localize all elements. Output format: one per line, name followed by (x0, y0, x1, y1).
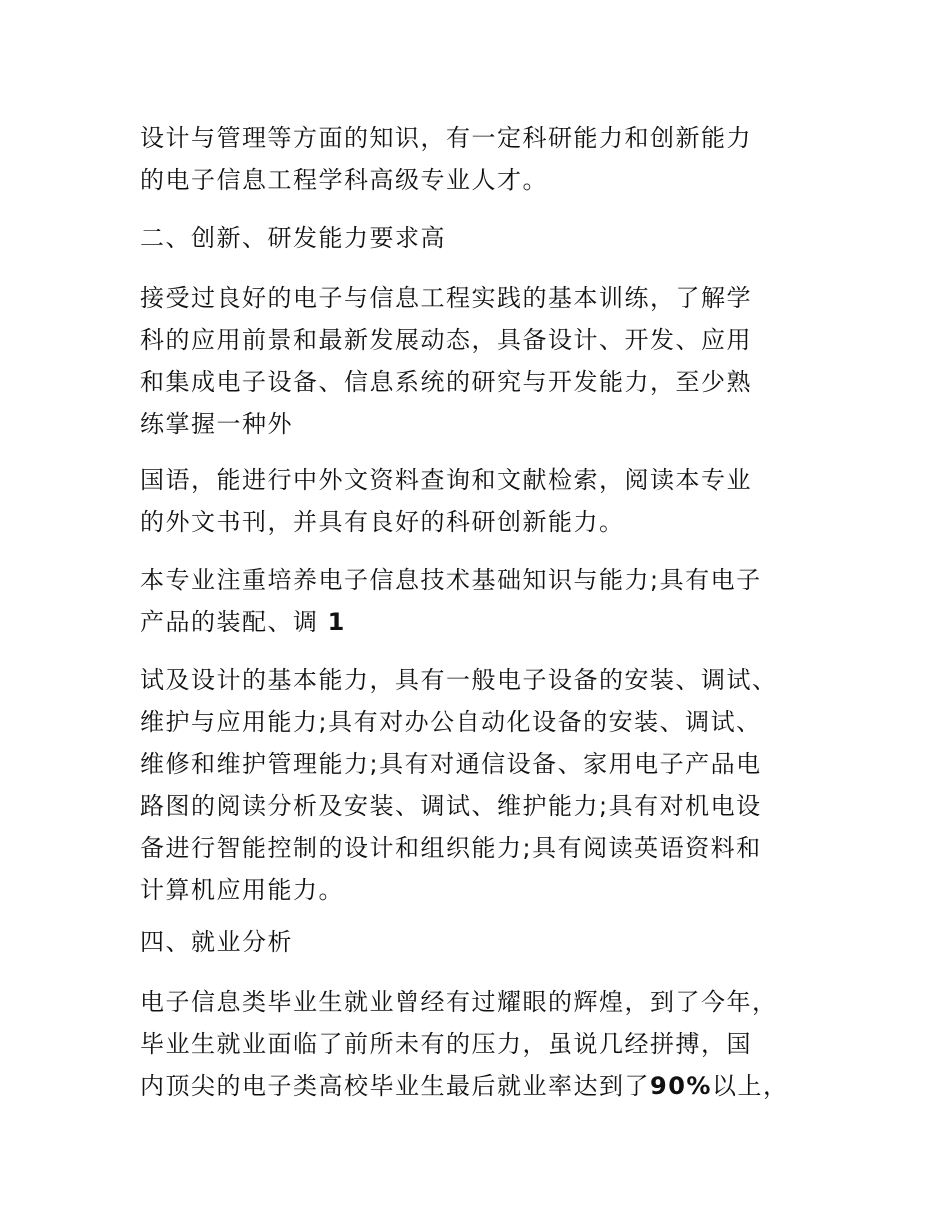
text-fragment: 以上， (711, 1072, 789, 1100)
text-line: 毕业生就业面临了前所未有的压力，虽说几经拼搏，国 (140, 1030, 752, 1058)
text-line: 维修和维护管理能力;具有对通信设备、家用电子产品电 (140, 750, 762, 778)
text-line: 本专业注重培养电子信息技术基础知识与能力;具有电子 (140, 566, 762, 594)
text-line: 路图的阅读分析及安装、调试、维护能力;具有对机电设 (140, 792, 762, 820)
text-line (140, 601, 830, 643)
text-line: 设计与管理等方面的知识，有一定科研能力和创新能力 (140, 124, 752, 152)
text-line: 的外文书刊，并具有良好的科研创新能力。 (140, 508, 625, 536)
text-line: 练掌握一种外 (140, 410, 293, 438)
text-line: 计算机应用能力。 (140, 876, 344, 904)
paragraph-employment (140, 981, 830, 1107)
text-fragment: 产品的装配、调 (140, 608, 319, 636)
text-line: 备进行智能控制的设计和组织能力;具有阅读英语资料和 (140, 834, 762, 862)
page-number: 1 (327, 608, 346, 636)
text-line: 科的应用前景和最新发展动态，具备设计、开发、应用 (140, 326, 752, 354)
section-heading-innovation (140, 217, 830, 259)
text-fragment: 内顶尖的电子类高校毕业生最后就业率达到了 (140, 1072, 650, 1100)
text-line: 试及设计的基本能力，具有一般电子设备的安装、调试、 (140, 666, 778, 694)
employment-rate: 90% (650, 1072, 712, 1100)
text-line: 接受过良好的电子与信息工程实践的基本训练，了解学 (140, 284, 752, 312)
section-heading-employment (140, 921, 830, 963)
paragraph-training (140, 277, 830, 445)
text-line (140, 1065, 830, 1107)
text-line: 的电子信息工程学科高级专业人才。 (140, 166, 548, 194)
paragraph-abilities (140, 659, 830, 911)
heading-text: 二、创新、研发能力要求高 (140, 224, 446, 252)
heading-text: 四、就业分析 (140, 928, 293, 956)
text-line: 维护与应用能力;具有对办公自动化设备的安装、调试、 (140, 708, 762, 736)
paragraph-foundation (140, 559, 830, 643)
paragraph-talent-goal (140, 117, 830, 201)
text-line: 和集成电子设备、信息系统的研究与开发能力，至少熟 (140, 368, 752, 396)
paragraph-foreign-language (140, 459, 830, 543)
text-line: 电子信息类毕业生就业曾经有过耀眼的辉煌，到了今年， (140, 988, 778, 1016)
text-line: 国语，能进行中外文资料查询和文献检索，阅读本专业 (140, 466, 752, 494)
